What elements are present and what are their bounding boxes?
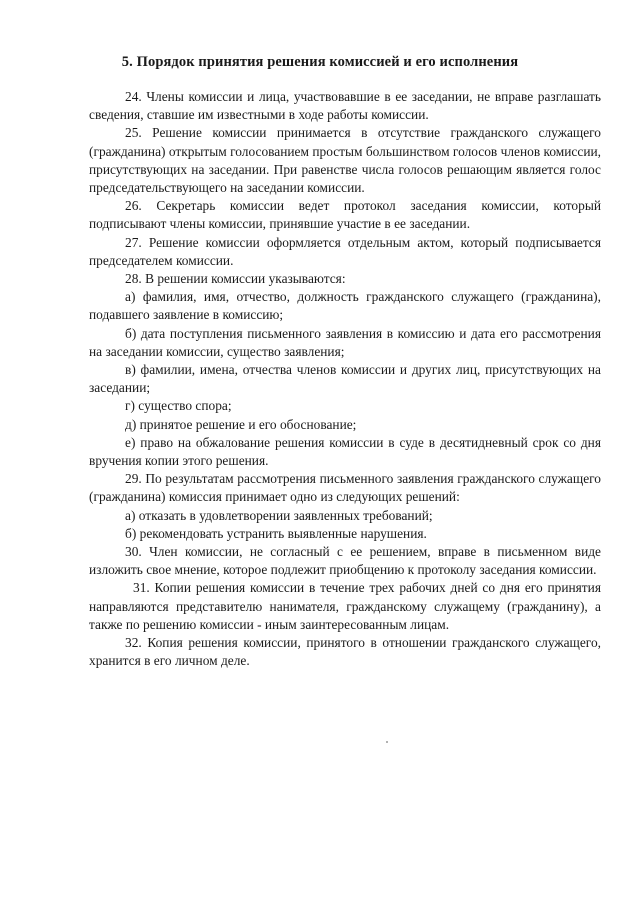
paragraph-30: 30. Член комиссии, не согласный с ее решением, вправе в письменном виде изложить свое мнение, которое подлежит приобщению к протоколу заседания комиссии. — [89, 544, 601, 578]
section-heading: 5. Порядок принятия решения комиссией и его исполнения — [121, 54, 519, 70]
list-item-d: д) принятое решение и его обоснование; — [125, 416, 357, 432]
document-body — [89, 88, 601, 671]
paragraph-25: 25. Решение комиссии принимается в отсутствие гражданского служащего (гражданина) открытым голосованием простым большинством голосов членов комиссии, присутствующих на заседании. При равенстве числа голосов решающим является голос председательствующего на заседании комиссии. — [89, 125, 601, 196]
paragraph-24: 24. Члены комиссии и лица, участвовавшие в ее заседании, не вправе разглашать сведения, ставшие им известными в ходе работы комиссии. — [89, 89, 601, 123]
list-item-v: в) фамилии, имена, отчества членов комиссии и других лиц, присутствующих на заседании; — [89, 362, 601, 396]
paragraph-27: 27. Решение комиссии оформляется отдельным актом, который подписывается председателем комиссии. — [89, 234, 601, 268]
list-item-a: а) фамилия, имя, отчество, должность гражданского служащего (гражданина), подавшего заявление в комиссию; — [89, 289, 601, 323]
paragraph-31: 31. Копии решения комиссии в течение трех рабочих дней со дня его принятия направляются представителю нанимателя, гражданскому служащему (гражданину), а также по решению комиссии - иным заинтересованным лицам. — [89, 580, 601, 632]
paragraph-32: 32. Копия решения комиссии, принятого в отношении гражданского служащего, хранится в его личном деле. — [89, 635, 601, 669]
decision-option-a: а) отказать в удовлетворении заявленных требований; — [125, 507, 433, 523]
list-item-b: б) дата поступления письменного заявления в комиссию и дата его рассмотрения на заседании комиссии, существо заявления; — [89, 325, 601, 359]
paragraph-29: 29. По результатам рассмотрения письменного заявления гражданского служащего (гражданина) комиссия принимает одно из следующих решений: — [89, 471, 601, 505]
paragraph-26: 26. Секретарь комиссии ведет протокол заседания комиссии, который подписывают члены комиссии, принявшие участие в ее заседании. — [89, 198, 601, 232]
scan-speck — [386, 741, 388, 743]
paragraph-28: 28. В решении комиссии указываются: — [125, 271, 346, 287]
decision-option-b: б) рекомендовать устранить выявленные нарушения. — [125, 525, 427, 541]
list-item-g: г) существо спора; — [125, 398, 232, 414]
list-item-e: е) право на обжалование решения комиссии в суде в десятидневный срок со дня вручения копии этого решения. — [89, 434, 601, 469]
